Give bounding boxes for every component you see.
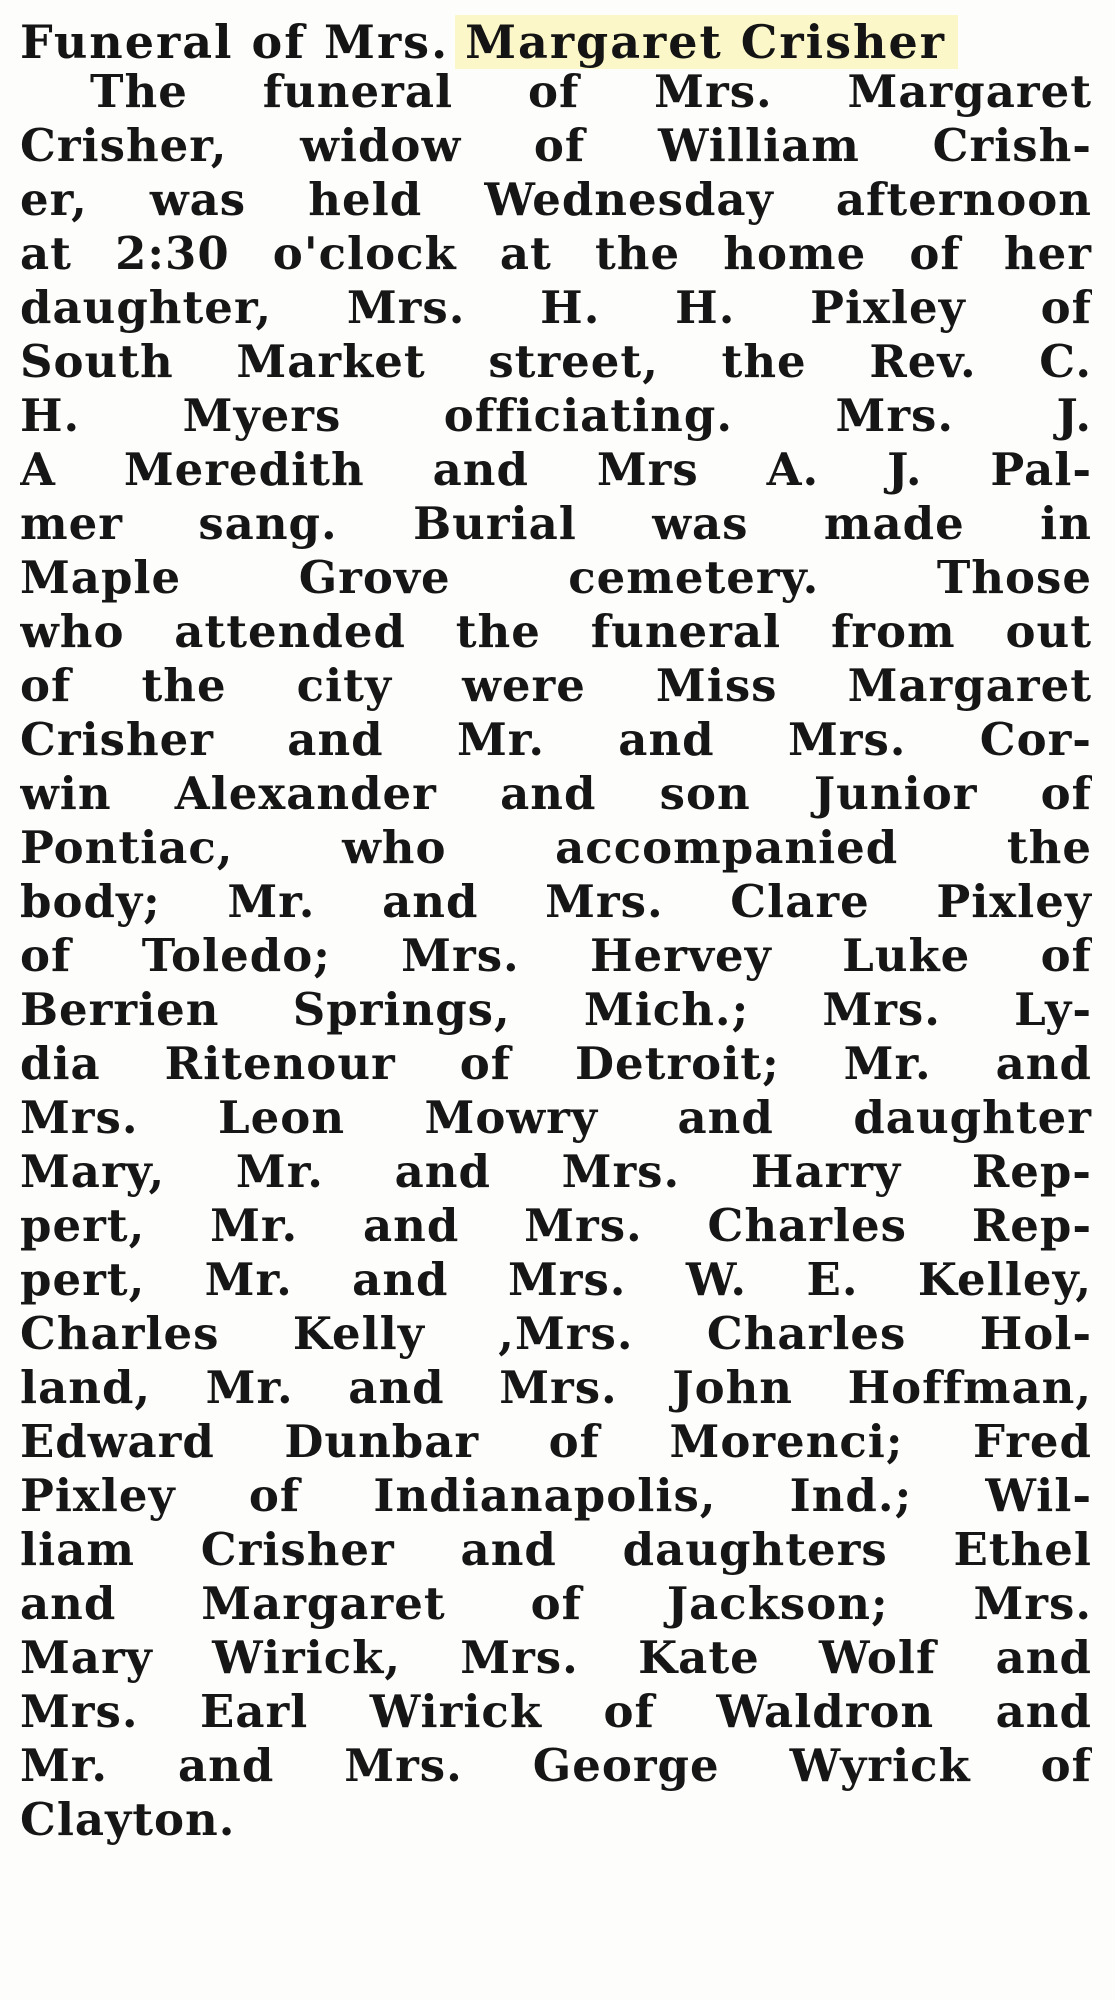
article-line: Mr. and Mrs. George Wyrick of [20, 1739, 1092, 1792]
article-line: A Meredith and Mrs A. J. Pal- [20, 443, 1092, 496]
article-line: daughter, Mrs. H. H. Pixley of [20, 281, 1092, 334]
article-line: Pontiac, who accompanied the [20, 821, 1092, 874]
article-line: body; Mr. and Mrs. Clare Pixley [20, 875, 1092, 928]
article-line: liam Crisher and daughters Ethel [20, 1523, 1092, 1576]
article-line: who attended the funeral from out [20, 605, 1092, 658]
article-line: Clayton. [20, 1793, 236, 1846]
article-line: of the city were Miss Margaret [20, 659, 1092, 712]
article-line: Mary, Mr. and Mrs. Harry Rep- [20, 1145, 1092, 1198]
article-line: The funeral of Mrs. Margaret [90, 65, 1092, 118]
headline-prefix: Funeral of Mrs. [20, 15, 450, 69]
article-line: land, Mr. and Mrs. John Hoffman, [20, 1361, 1092, 1414]
article-line: pert, Mr. and Mrs. Charles Rep- [20, 1199, 1092, 1252]
article-line: pert, Mr. and Mrs. W. E. Kelley, [20, 1253, 1092, 1306]
article-line: Crisher and Mr. and Mrs. Cor- [20, 713, 1092, 766]
article-line: South Market street, the Rev. C. [20, 335, 1092, 388]
article-line: Mrs. Leon Mowry and daughter [20, 1091, 1092, 1144]
article-line: of Toledo; Mrs. Hervey Luke of [20, 929, 1092, 982]
article-line: Mrs. Earl Wirick of Waldron and [20, 1685, 1092, 1738]
article-line: Charles Kelly ,Mrs. Charles Hol- [20, 1307, 1092, 1360]
article-line: Mary Wirick, Mrs. Kate Wolf and [20, 1631, 1092, 1684]
article-line: mer sang. Burial was made in [20, 497, 1092, 550]
article-line: at 2:30 o'clock at the home of her [20, 227, 1092, 280]
article-line: Edward Dunbar of Morenci; Fred [20, 1415, 1092, 1468]
article-line: Crisher, widow of William Crish- [20, 119, 1092, 172]
article-line: and Margaret of Jackson; Mrs. [20, 1577, 1092, 1630]
article-line: er, was held Wednesday afternoon [20, 173, 1092, 226]
article-line: H. Myers officiating. Mrs. J. [20, 389, 1092, 442]
article-line: Berrien Springs, Mich.; Mrs. Ly- [20, 983, 1092, 1036]
article-line: Maple Grove cemetery. Those [20, 551, 1092, 604]
article-line: win Alexander and son Junior of [20, 767, 1092, 820]
highlighted-name: Margaret Crisher [455, 15, 958, 69]
article-line: Pixley of Indianapolis, Ind.; Wil- [20, 1469, 1092, 1522]
article-line: dia Ritenour of Detroit; Mr. and [20, 1037, 1092, 1090]
